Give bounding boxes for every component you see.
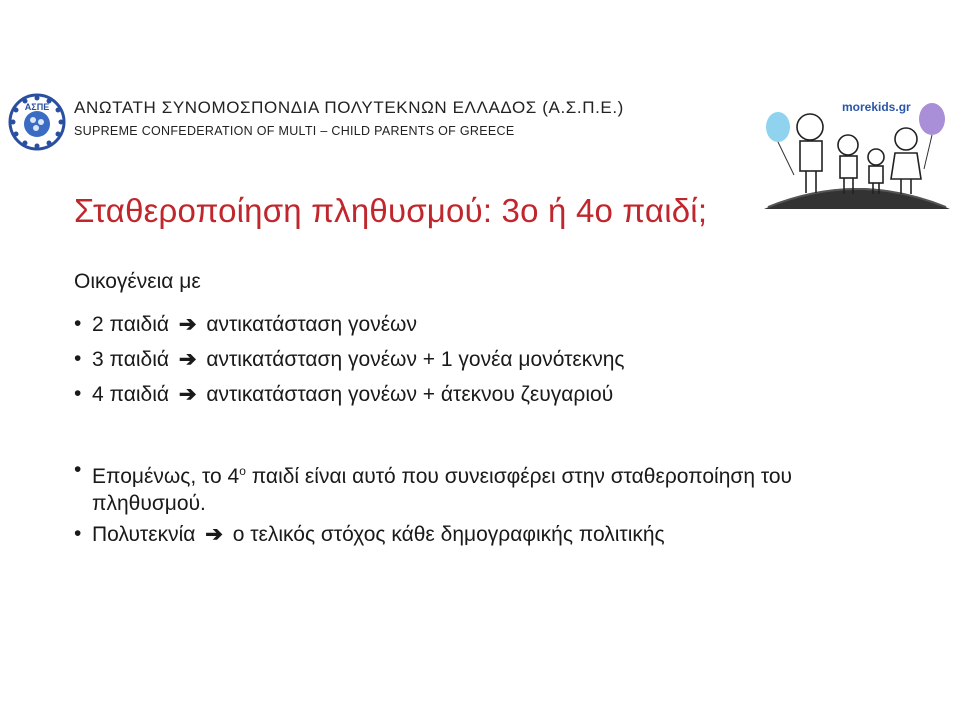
logo-text: ΑΣΠΕ — [24, 102, 50, 112]
arrow-right-icon: ➔ — [178, 348, 197, 371]
aspe-logo-icon — [8, 93, 66, 151]
bullet-icon: • — [74, 347, 82, 370]
bullet-result: αντικατάσταση γονέων + άτεκνου ζευγαριού — [206, 383, 614, 406]
bullet-subject: 3 παιδιά — [92, 348, 170, 371]
organization-name-english: SUPREME CONFEDERATION OF MULTI – CHILD PARENTS OF GREECE — [74, 124, 515, 138]
organization-name: ΑΝΩΤΑΤΗ ΣΥΝΟΜΟΣΠΟΝΔΙΑ ΠΟΛΥΤΕΚΝΩΝ ΕΛΛΑΔΟΣ (Α.Σ.Π.Ε.) — [74, 98, 624, 117]
bullet-icon: • — [74, 382, 82, 405]
bullet-icon: • — [74, 312, 82, 335]
bullet-result: ο τελικός στόχος κάθε δημογραφικής πολιτικής — [232, 523, 665, 546]
morekids-brand: morekids.gr — [842, 100, 911, 114]
bullet-subject: 4 παιδιά — [92, 383, 170, 406]
ordinal-superscript: ο — [239, 464, 246, 478]
bullet-result: αντικατάσταση γονέων + 1 γονέα μονότεκνης — [206, 348, 625, 371]
bullet-subject: 2 παιδιά — [92, 313, 170, 336]
bullet-icon: • — [74, 458, 82, 481]
conclusion-text-cont: παιδί είναι αυτό που συνεισφέρει στην σταθεροποίηση του πληθυσμού. — [92, 465, 793, 515]
bullet-subject: Πολυτεκνία — [92, 523, 196, 546]
intro-text: Οικογένεια με — [74, 270, 201, 293]
arrow-right-icon: ➔ — [178, 383, 197, 406]
conclusion-text: Επομένως, το 4 — [92, 465, 240, 488]
arrow-right-icon: ➔ — [205, 523, 223, 546]
arrow-right-icon: ➔ — [178, 313, 197, 336]
bullet-result: αντικατάσταση γονέων — [206, 313, 417, 336]
bullet-icon: • — [74, 522, 82, 545]
slide-title: Σταθεροποίηση πληθυσμού: 3ο ή 4ο παιδί; — [74, 192, 708, 229]
